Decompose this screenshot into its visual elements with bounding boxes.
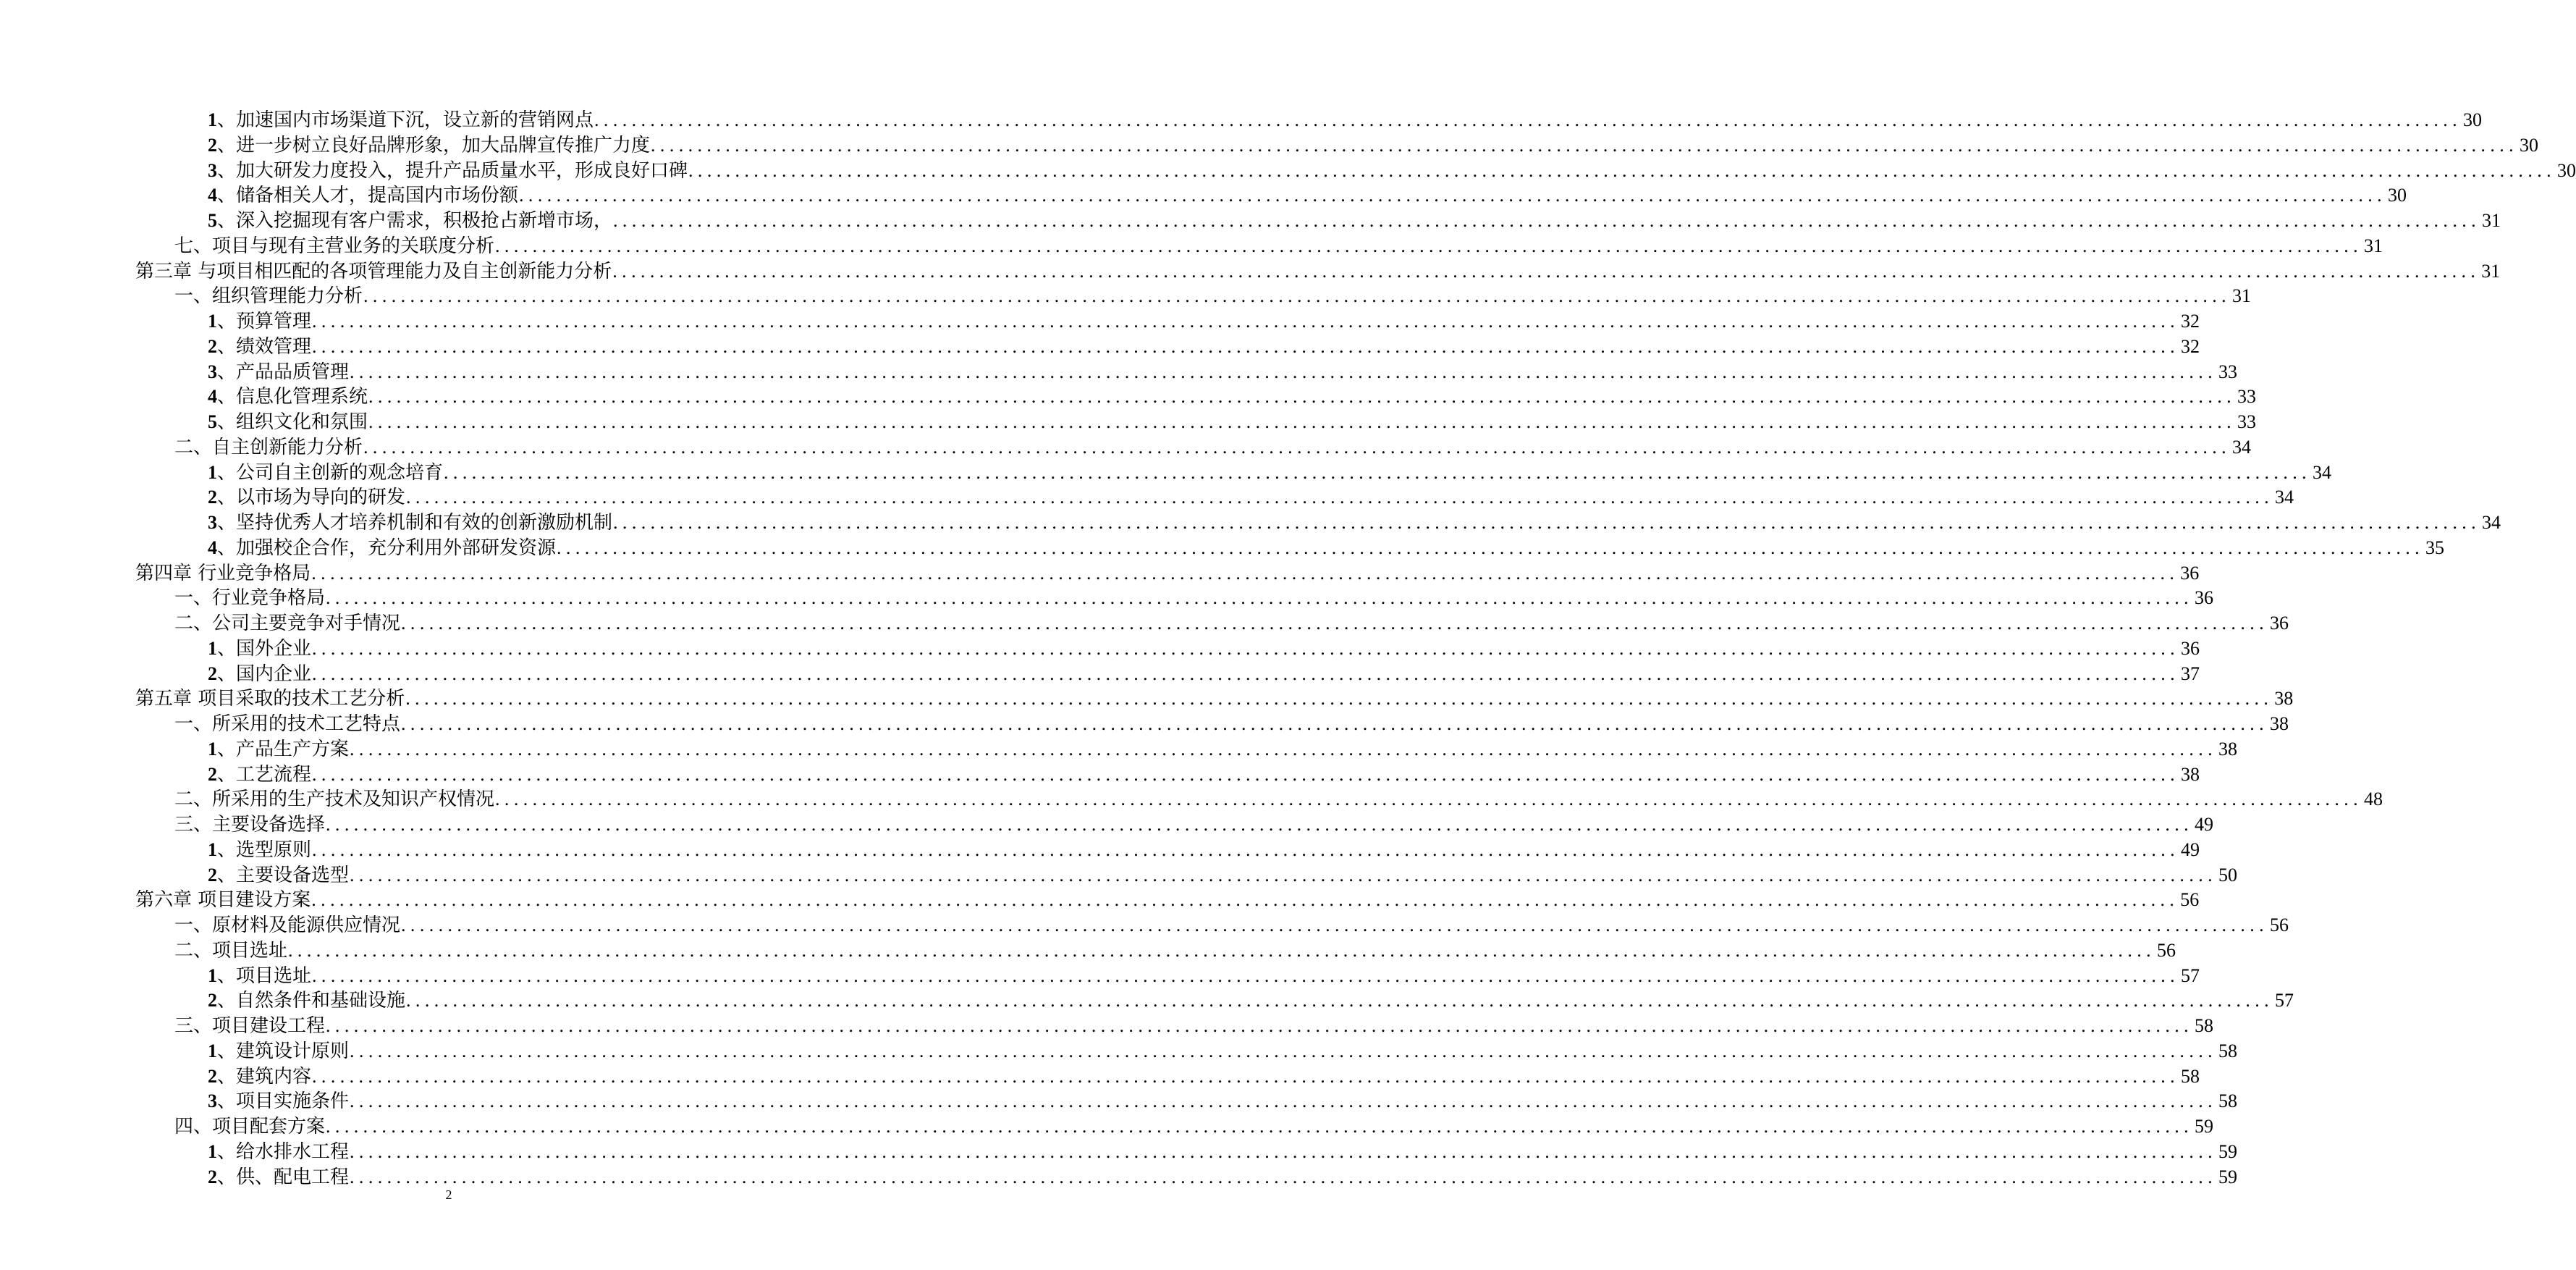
toc-entry[interactable] [0,863,2238,888]
toc-entry[interactable] [0,410,2257,435]
toc-entry-number: 1 [208,1040,217,1061]
toc-entry-page: 49 [2181,838,2200,860]
toc-dot-leader: ........................................................................................................................................................................................................ [350,1090,2218,1112]
toc-entry-title [174,586,325,611]
toc-dot-leader: ........................................................................................................................................................................................................ [444,461,2312,483]
toc-entry-title [208,636,311,662]
toc-entry-number: 4 [208,386,217,408]
toc-entry-title [174,787,494,812]
toc-entry-title [208,209,612,234]
toc-dot-leader: ........................................................................................................................................................................................................ [312,763,2180,785]
toc-entry-text: 深入挖掘现有客户需求，积极抢占新增市场， [236,210,613,232]
toc-entry-title [208,863,349,888]
toc-entry-title [208,737,349,762]
toc-entry-text: 二、所采用的生产技术及知识产权情况 [174,789,495,811]
toc-entry-page: 38 [2218,738,2238,760]
toc-entry-text: 加强校企合作，充分利用外部研发资源 [236,537,557,559]
toc-dot-leader: ........................................................................................................................................................................................................ [311,889,2179,911]
toc-entry-page: 36 [2195,587,2214,609]
toc-entry-separator: 、 [217,663,237,685]
toc-entry-number: 5 [208,210,217,231]
toc-entry[interactable] [0,284,2252,309]
toc-entry-title [208,510,612,536]
toc-entry[interactable] [0,360,2238,385]
toc-dot-leader: ........................................................................................................................................................................................................ [401,613,2269,634]
toc-entry-title [174,1014,325,1039]
toc-entry[interactable] [0,159,2576,184]
toc-entry-text: 组织文化和氛围 [236,411,368,433]
toc-entry-page: 31 [2232,285,2252,307]
toc-entry-page: 38 [2181,763,2200,785]
toc-entry-text: 项目选址 [236,964,312,987]
toc-dot-leader: ........................................................................................................................................................................................................ [557,537,2425,558]
toc-entry-number: 3 [208,361,217,382]
toc-entry-page: 31 [2481,260,2501,282]
toc-dot-leader: ........................................................................................................................................................................................................ [613,210,2481,231]
toc-entry-text: 七、项目与现有主营业务的关联度分析 [174,235,495,257]
toc-entry-page: 30 [2520,134,2539,156]
toc-entry-text: 一、组织管理能力分析 [174,285,363,308]
toc-dot-leader: ........................................................................................................................................................................................................ [405,688,2273,710]
toc-entry-title [174,712,400,737]
toc-entry-text: 第三章 与项目相匹配的各项管理能力及自主创新能力分析 [135,260,612,282]
toc-dot-leader: ........................................................................................................................................................................................................ [368,411,2237,432]
toc-entry-number: 2 [208,134,217,156]
toc-entry-page: 35 [2425,537,2445,558]
toc-entry-text: 选型原则 [236,838,312,861]
toc-entry[interactable] [0,988,2294,1014]
toc-entry-separator: 、 [217,1090,237,1113]
toc-entry-number: 2 [208,990,217,1012]
toc-entry-page: 59 [2218,1140,2238,1162]
toc-entry-text: 储备相关人才，提高国内市场份额 [236,185,519,207]
toc-entry[interactable] [0,636,2200,662]
toc-entry-text: 二、项目选址 [174,939,288,962]
toc-entry-page: 56 [2270,914,2289,935]
toc-entry[interactable] [0,510,2501,536]
toc-entry-text: 一、行业竞争格局 [174,587,326,610]
toc-entry-text: 坚持优秀人才培养机制和有效的创新激励机制 [236,512,613,534]
toc-entry-title [208,988,405,1014]
toc-dot-leader: ........................................................................................................................................................................................................ [363,285,2231,307]
toc-entry-title [174,938,287,964]
toc-entry-page: 36 [2181,637,2200,659]
toc-entry-text: 一、所采用的技术工艺特点 [174,713,401,735]
toc-entry-text: 加速国内市场渠道下沉，设立新的营销网点 [236,109,594,131]
toc-entry-separator: 、 [217,1166,237,1188]
toc-entry[interactable] [0,812,2214,838]
toc-entry-separator: 、 [217,210,237,232]
toc-entry-number: 1 [208,311,217,332]
toc-entry-page: 57 [2181,964,2200,986]
toc-entry-number: 2 [208,663,217,684]
toc-entry-page: 59 [2218,1166,2238,1187]
toc-entry[interactable] [0,888,2200,913]
toc-dot-leader: ........................................................................................................................................................................................................ [350,1166,2218,1187]
toc-entry-title [208,964,311,989]
toc-entry-text: 第六章 项目建设方案 [135,889,311,912]
toc-entry-text: 公司自主创新的观念培育 [236,461,444,484]
toc-entry-page: 37 [2181,663,2200,684]
toc-entry-text: 产品品质管理 [236,361,350,383]
toc-dot-leader: ........................................................................................................................................................................................................ [312,335,2180,357]
toc-entry-text: 第五章 项目采取的技术工艺分析 [135,688,405,710]
toc-dot-leader: ........................................................................................................................................................................................................ [350,361,2218,382]
toc-entry[interactable] [0,686,2294,712]
toc-entry-number: 3 [208,1090,217,1112]
toc-dot-leader: ........................................................................................................................................................................................................ [651,134,2519,156]
toc-entry-title [174,812,325,838]
toc-entry[interactable] [0,309,2200,335]
toc-entry[interactable] [0,234,2383,259]
toc-entry-page: 50 [2218,864,2238,886]
toc-dot-leader: ........................................................................................................................................................................................................ [406,487,2274,508]
toc-dot-leader: ........................................................................................................................................................................................................ [326,1015,2194,1036]
toc-entry-number: 3 [208,159,217,181]
toc-entry-title [208,1089,349,1114]
toc-entry-number: 1 [208,1140,217,1162]
toc-entry[interactable] [0,611,2289,636]
toc-entry-separator: 、 [217,311,237,332]
toc-entry[interactable] [0,335,2200,360]
toc-entry-number: 1 [208,461,217,483]
toc-entry-separator: 、 [217,864,237,886]
toc-entry-page: 33 [2237,411,2257,432]
toc-entry-number: 1 [208,838,217,860]
toc-entry-text: 进一步树立良好品牌形象，加大品牌宣传推广力度 [236,134,651,156]
toc-entry-title [174,913,400,938]
toc-entry-number: 5 [208,411,217,432]
toc-entry-separator: 、 [217,335,237,358]
toc-entry-page: 34 [2275,487,2294,508]
toc-entry-page: 34 [2232,436,2252,458]
toc-entry-title [135,686,405,712]
toc-entry[interactable] [0,712,2289,737]
toc-entry-text: 三、主要设备选择 [174,814,326,836]
toc-entry-number: 4 [208,537,217,558]
toc-dot-leader: ........................................................................................................................................................................................................ [368,386,2237,408]
toc-entry-text: 二、公司主要竞争对手情况 [174,613,401,634]
toc-entry-separator: 、 [217,964,237,987]
toc-entry-page: 49 [2195,814,2214,835]
toc-entry-number: 3 [208,512,217,533]
toc-entry[interactable] [0,183,2407,209]
toc-entry-text: 国内企业 [236,663,312,685]
toc-entry-separator: 、 [217,763,237,786]
toc-entry-page: 59 [2195,1116,2214,1137]
toc-dot-leader: ........................................................................................................................................................................................................ [594,109,2462,130]
toc-entry-title [208,360,349,385]
toc-entry-title [208,1064,311,1090]
toc-entry[interactable] [0,536,2445,561]
toc-entry[interactable] [0,435,2252,461]
toc-dot-leader: ........................................................................................................................................................................................................ [312,1065,2180,1087]
toc-entry[interactable] [0,561,2200,586]
toc-dot-leader: ........................................................................................................................................................................................................ [612,260,2480,282]
toc-entry[interactable] [0,586,2214,611]
toc-entry-text: 四、项目配套方案 [174,1116,326,1137]
toc-entry-text: 项目实施条件 [236,1090,350,1113]
toc-dot-leader: ........................................................................................................................................................................................................ [326,814,2194,835]
toc-dot-leader: ........................................................................................................................................................................................................ [350,864,2218,886]
toc-entry-number: 4 [208,185,217,206]
toc-dot-leader: ........................................................................................................................................................................................................ [350,1040,2218,1061]
toc-entry-text: 预算管理 [236,311,312,332]
toc-entry-page: 48 [2364,789,2383,810]
toc-dot-leader: ........................................................................................................................................................................................................ [350,1140,2218,1162]
toc-entry-title [135,259,612,285]
toc-entry-separator: 、 [217,159,237,182]
toc-dot-leader: ........................................................................................................................................................................................................ [312,311,2180,332]
toc-dot-leader: ........................................................................................................................................................................................................ [350,738,2218,760]
toc-dot-leader: ........................................................................................................................................................................................................ [406,990,2274,1012]
toc-entry-page: 32 [2181,311,2200,332]
toc-entry-text: 自然条件和基础设施 [236,990,406,1012]
toc-entry[interactable] [0,737,2238,762]
toc-dot-leader: ........................................................................................................................................................................................................ [312,663,2180,684]
toc-entry-number: 2 [208,335,217,357]
toc-entry-separator: 、 [217,109,237,131]
toc-entry-separator: 、 [217,134,237,156]
toc-entry-page: 34 [2482,512,2501,533]
toc-entry[interactable] [0,1140,2238,1165]
toc-entry[interactable] [0,1165,2238,1190]
toc-entry-number: 2 [208,763,217,785]
toc-entry-title [208,133,650,159]
toc-entry-title [208,108,594,133]
toc-dot-leader: ........................................................................................................................................................................................................ [401,713,2269,734]
toc-entry-title [208,838,311,863]
toc-entry-separator: 、 [217,487,237,509]
toc-entry-page: 36 [2270,613,2289,634]
toc-entry[interactable] [0,762,2200,788]
toc-dot-leader: ........................................................................................................................................................................................................ [326,587,2194,609]
toc-entry-separator: 、 [217,537,237,559]
toc-entry-title [174,611,400,636]
toc-entry-text: 一、原材料及能源供应情况 [174,914,401,936]
toc-entry-separator: 、 [217,512,237,534]
toc-dot-leader: ........................................................................................................................................................................................................ [401,914,2269,935]
toc-entry-number: 1 [208,738,217,760]
toc-entry-number: 1 [208,109,217,130]
toc-entry-number: 2 [208,864,217,886]
toc-entry-number: 1 [208,964,217,986]
toc-entry-page: 38 [2270,713,2289,734]
toc-entry-number: 2 [208,1065,217,1087]
toc-entry[interactable] [0,662,2200,687]
toc-dot-leader: ........................................................................................................................................................................................................ [326,1116,2194,1137]
toc-entry-separator: 、 [217,386,237,408]
toc-entry-page: 30 [2557,159,2576,181]
toc-entry-title [135,561,311,586]
toc-entry-text: 建筑内容 [236,1065,312,1088]
toc-entry-title [208,1165,349,1190]
toc-entry-separator: 、 [217,838,237,861]
toc-entry-page: 58 [2218,1090,2238,1112]
page-number: 2 [445,1187,452,1202]
toc-entry-text: 以市场为导向的研发 [236,487,406,509]
toc-entry-separator: 、 [217,1040,237,1062]
toc-entry[interactable] [0,838,2200,863]
toc-entry-title [208,410,368,435]
toc-entry-text: 建筑设计原则 [236,1040,350,1062]
toc-entry-title [208,536,556,561]
toc-entry-separator: 、 [217,1065,237,1088]
toc-entry[interactable] [0,1014,2214,1039]
toc-entry-title [208,485,405,510]
toc-entry[interactable] [0,787,2383,812]
toc-entry-text: 三、项目建设工程 [174,1015,326,1037]
toc-entry-page: 31 [2482,210,2501,231]
toc-dot-leader: ........................................................................................................................................................................................................ [312,964,2180,986]
toc-entry[interactable] [0,1039,2238,1064]
toc-entry[interactable] [0,259,2501,285]
toc-entry-text: 加大研发力度投入，提升产品质量水平，形成良好口碑 [236,159,688,182]
toc-entry-number: 2 [208,1166,217,1187]
toc-entry-separator: 、 [217,990,237,1012]
toc-entry[interactable] [0,964,2200,989]
toc-entry-title [208,309,311,335]
toc-entry-page: 30 [2388,185,2407,206]
toc-entry-text: 给水排水工程 [236,1140,350,1163]
toc-entry-title [174,234,494,259]
toc-entry[interactable] [0,485,2294,510]
toc-entry-title [208,762,311,788]
toc-entry[interactable] [0,1114,2214,1140]
toc-entry-page: 33 [2218,361,2238,382]
toc-entry-text: 供、配电工程 [236,1166,350,1188]
toc-entry-text: 国外企业 [236,637,312,660]
toc-entry[interactable] [0,384,2257,410]
toc-entry-text: 第四章 行业竞争格局 [135,562,311,584]
toc-dot-leader: ........................................................................................................................................................................................................ [363,436,2231,458]
toc-dot-leader: ........................................................................................................................................................................................................ [311,562,2179,584]
toc-entry-page: 58 [2195,1015,2214,1036]
toc-entry-title [208,183,518,209]
toc-entry-separator: 、 [217,461,237,484]
toc-entry-page: 32 [2181,335,2200,357]
toc-entry[interactable] [0,108,2483,133]
toc-entry[interactable] [0,938,2176,964]
toc-entry[interactable] [0,209,2501,234]
toc-entry[interactable] [0,133,2539,159]
toc-dot-leader: ........................................................................................................................................................................................................ [288,939,2156,961]
toc-entry-title [208,335,311,360]
toc-entry-separator: 、 [217,185,237,207]
toc-entry[interactable] [0,1089,2238,1114]
table-of-contents [0,108,2576,1190]
toc-entry[interactable] [0,1064,2200,1090]
toc-entry-page: 34 [2313,461,2332,483]
toc-entry-separator: 、 [217,411,237,433]
toc-dot-leader: ........................................................................................................................................................................................................ [688,159,2556,181]
toc-dot-leader: ........................................................................................................................................................................................................ [312,637,2180,659]
toc-entry-title [174,435,363,461]
toc-dot-leader: ........................................................................................................................................................................................................ [519,185,2387,206]
toc-entry-number: 2 [208,487,217,508]
toc-entry-page: 30 [2463,109,2483,130]
toc-entry-number: 1 [208,637,217,659]
toc-entry[interactable] [0,461,2332,486]
toc-entry-text: 绩效管理 [236,335,312,358]
toc-entry-separator: 、 [217,637,237,660]
toc-entry-page: 56 [2180,889,2200,911]
toc-entry-text: 主要设备选型 [236,864,350,886]
toc-entry-title [174,284,363,309]
toc-entry-title [208,1140,349,1165]
toc-dot-leader: ........................................................................................................................................................................................................ [613,512,2481,533]
toc-entry-title [135,888,311,913]
toc-dot-leader: ........................................................................................................................................................................................................ [495,789,2363,810]
toc-entry-separator: 、 [217,1140,237,1163]
toc-entry-page: 58 [2218,1040,2238,1061]
toc-entry-page: 57 [2275,990,2294,1012]
toc-entry-title [174,1114,325,1140]
toc-entry-page: 33 [2237,386,2257,408]
toc-entry-title [208,159,688,184]
toc-entry-text: 信息化管理系统 [236,386,368,408]
toc-entry-page: 38 [2274,688,2294,710]
toc-entry-title [208,662,311,687]
toc-entry-page: 36 [2180,562,2200,584]
toc-dot-leader: ........................................................................................................................................................................................................ [495,235,2363,256]
toc-entry-title [208,1039,349,1064]
toc-entry-page: 58 [2181,1065,2200,1087]
toc-entry-page: 31 [2364,235,2383,256]
toc-entry-text: 二、自主创新能力分析 [174,436,363,458]
toc-dot-leader: ........................................................................................................................................................................................................ [312,838,2180,860]
toc-entry-text: 工艺流程 [236,763,312,786]
toc-entry-page: 56 [2157,939,2176,961]
toc-entry-title [208,384,368,410]
toc-entry-separator: 、 [217,738,237,760]
toc-entry[interactable] [0,913,2289,938]
toc-entry-separator: 、 [217,361,237,383]
toc-entry-title [208,461,443,486]
toc-entry-text: 产品生产方案 [236,738,350,760]
